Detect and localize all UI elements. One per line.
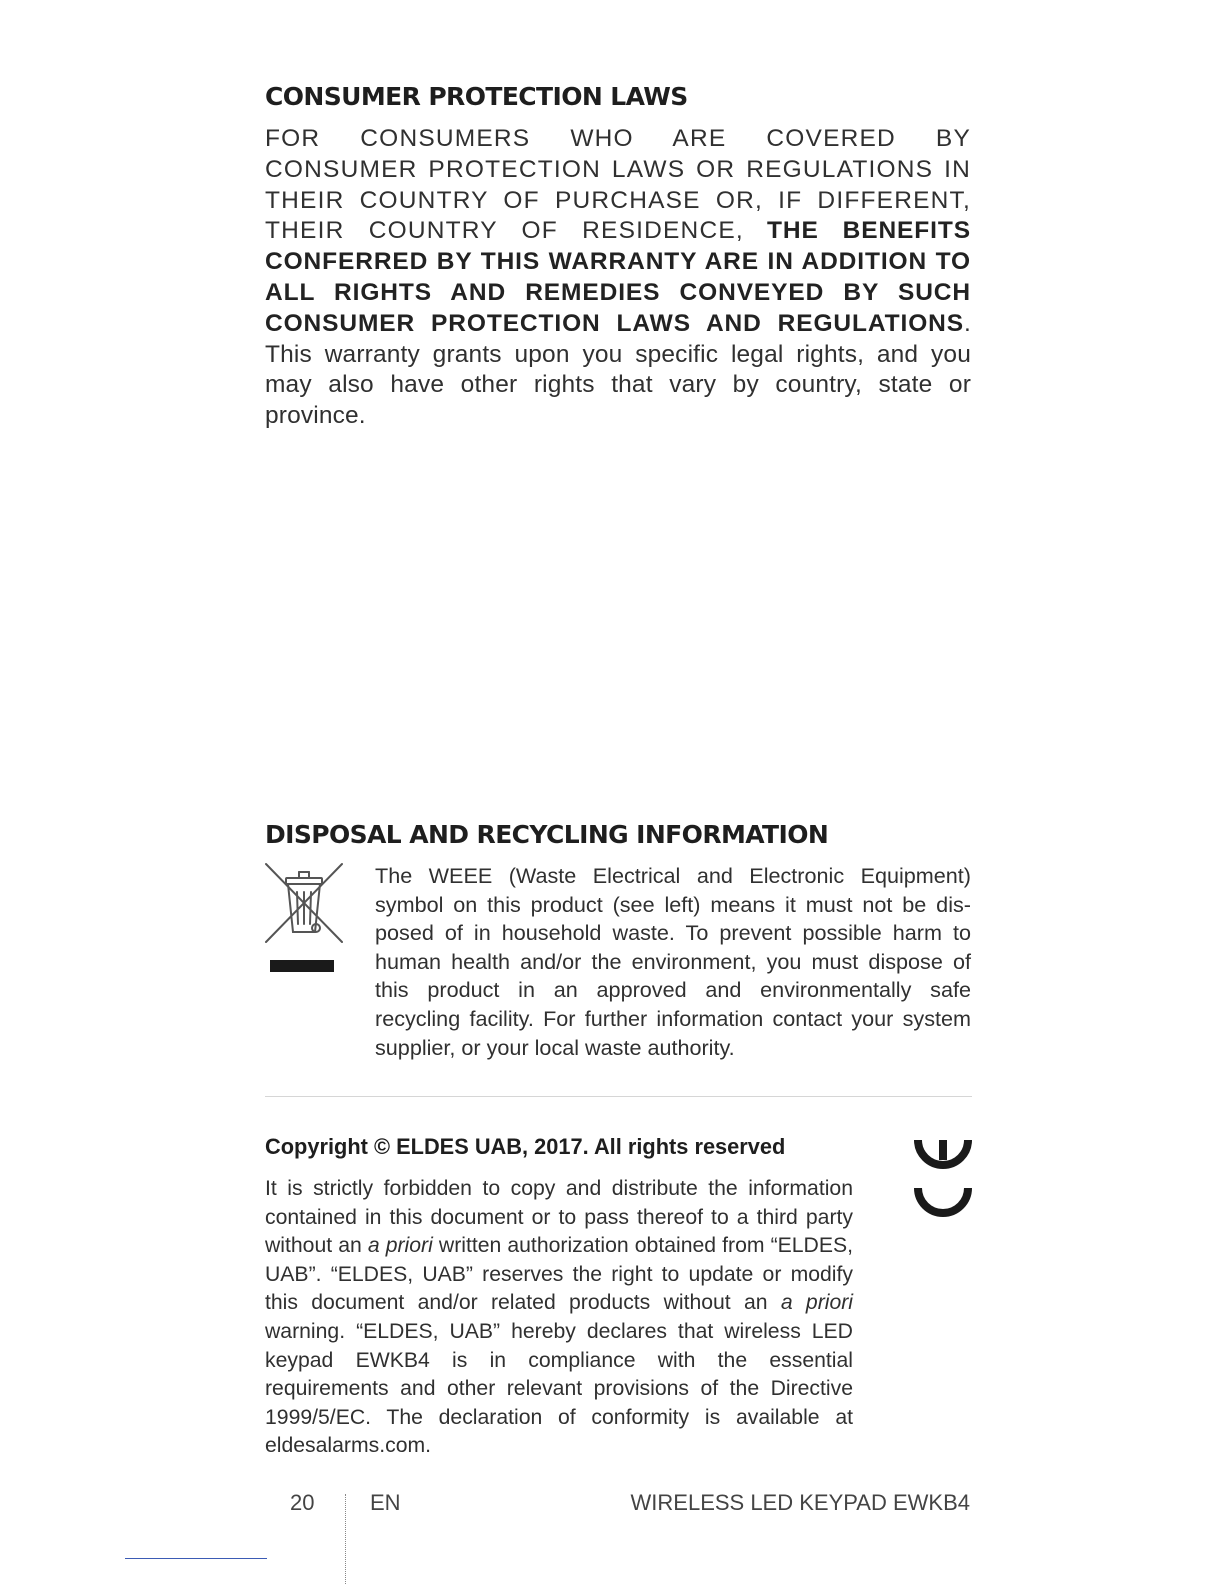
copyright-text-1: It is strictly forbidden to copy and distribute the information contained in this document or to pass thereof to a third party without an bbox=[265, 1177, 853, 1258]
footer-underline bbox=[125, 1558, 267, 1559]
copyright-italic-1: a priori bbox=[367, 1234, 433, 1258]
footer-separator bbox=[345, 1494, 346, 1584]
copyright-title: Copyright © ELDES UAB, 2017. All rights reserved bbox=[265, 1134, 786, 1159]
footer-language: EN bbox=[370, 1490, 401, 1515]
disposal-heading: DISPOSAL AND RECYCLING INFORMATION bbox=[265, 820, 829, 849]
consumer-protection-heading: CONSUMER PROTECTION LAWS bbox=[265, 82, 688, 111]
disposal-paragraph: The WEEE (Waste Electrical and Electronic Equipment) symbol on this product (see left) means it must not be disposed of in household waste. To prevent possible harm to human health and/or the environment, you must dispose of this product in an approved and environmentally safe recycling facility. For further information contact your system supplier, or your local waste authority. bbox=[375, 863, 971, 1060]
page-number: 20 bbox=[290, 1490, 315, 1515]
copyright-text-2: written authorization obtained from “ELDES, UAB”. “ELDES, UAB” reserves the right to update or modify this document and/or related products without an bbox=[265, 1234, 853, 1315]
consumer-text-bold: THE BENEFITS CONFERRED BY THIS WARRANTY ARE IN ADDITION TO ALL RIGHTS AND REMEDIES CONVEYED BY SUCH CONSUMER PROTECTION LAWS AND REGULATIONS bbox=[265, 217, 971, 337]
consumer-protection-paragraph bbox=[265, 124, 971, 432]
footer-document-title: WIRELESS LED KEYPAD EWKB4 bbox=[630, 1490, 970, 1515]
weee-bin-icon bbox=[264, 862, 344, 976]
copyright-paragraph bbox=[265, 1175, 853, 1461]
consumer-text-rest: . This warranty grants upon you specific legal rights, and you may also have other rights that vary by country, state or province. bbox=[265, 309, 971, 430]
consumer-text-upper: FOR CONSUMERS WHO ARE COVERED BY CONSUMER PROTECTION LAWS OR REGULATIONS IN THEIR COUNTRY OF PURCHASE OR, IF DIFFERENT, THEIR COUNTRY OF RESIDENCE, bbox=[265, 125, 971, 245]
ce-mark-icon bbox=[912, 1138, 974, 1222]
section-divider bbox=[265, 1096, 972, 1097]
copyright-italic-2: a priori bbox=[780, 1291, 854, 1315]
copyright-text-3: warning. “ELDES, UAB” hereby declares that wireless LED keypad EWKB4 is in compliance with the essential requirements and other relevant provisions of the Directive 1999/5/EC. The declaration of conformity is available at eldesalarms.com. bbox=[265, 1319, 853, 1458]
